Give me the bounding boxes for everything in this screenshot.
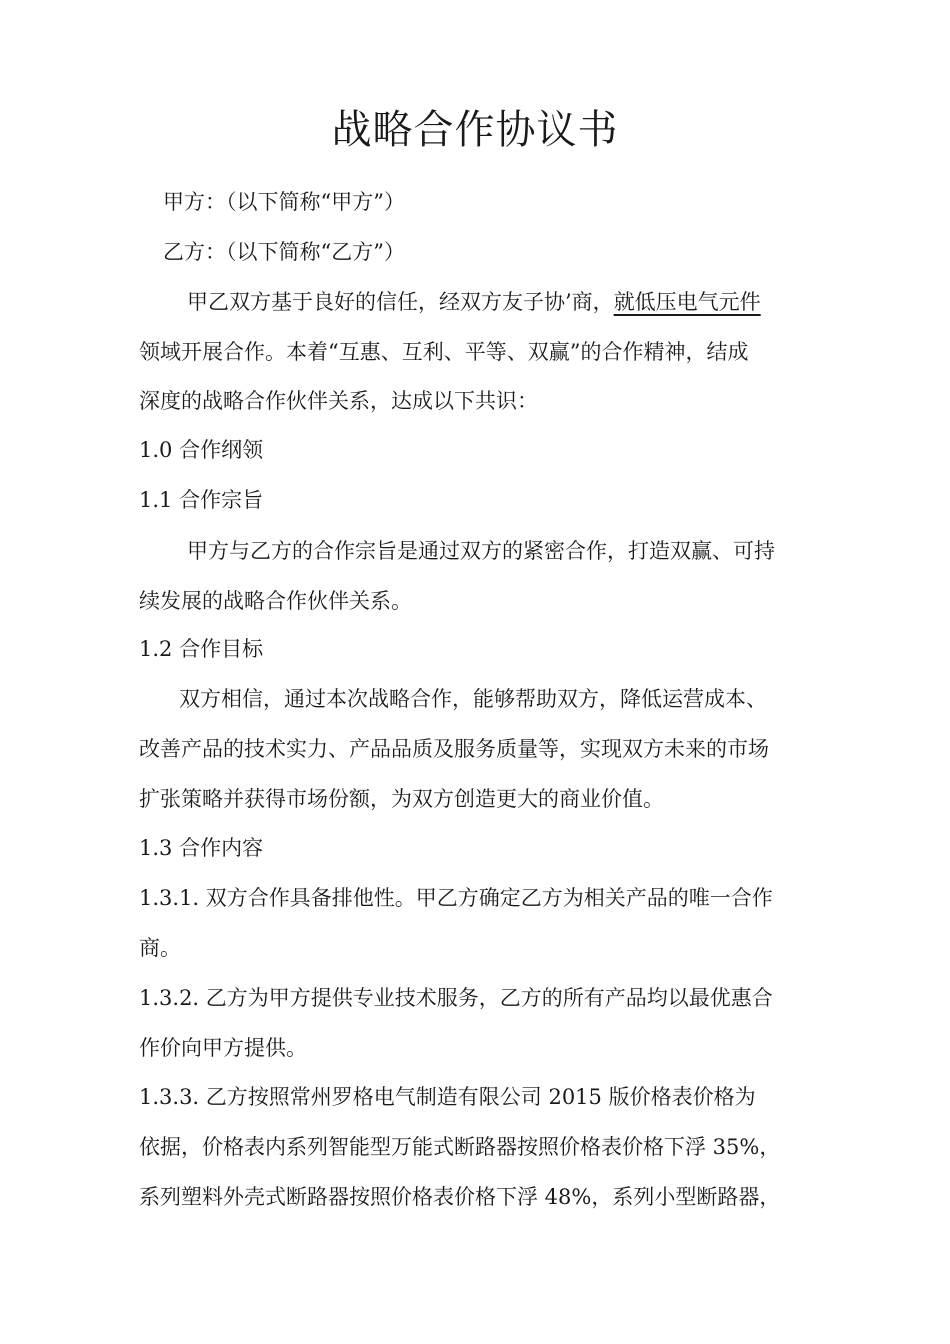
intro-line-1-text: 甲乙双方基于良好的信任，经双方友子协’商， — [187, 290, 614, 314]
section-1-2-line-3: 扩张策略并获得市场份额，为双方创造更大的商业价值。 — [139, 787, 664, 811]
section-1-1-line-2: 续发展的战略合作伙伴关系。 — [139, 589, 412, 613]
clause-1-3-2-line-1: 1.3.2. 乙方为甲方提供专业技术服务，乙方的所有产品均以最优惠合 — [139, 986, 773, 1010]
document-title: 战略合作协议书 — [331, 107, 619, 153]
intro-line-1 — [187, 287, 877, 317]
section-heading-1-3: 1.3 合作内容 — [139, 836, 264, 860]
section-1-1-line-1: 甲方与乙方的合作宗旨是通过双方的紧密合作，打造双赢、可持 — [187, 539, 775, 563]
clause-1-3-2-line-2: 作价向甲方提供。 — [139, 1036, 307, 1060]
clause-1-3-1-line-2: 商。 — [139, 936, 181, 960]
section-1-2-line-1: 双方相信，通过本次战略合作，能够帮助双方，降低运营成本、 — [179, 687, 767, 711]
party-b-line: 乙方：（以下简称“乙方”） — [163, 240, 405, 264]
section-1-2-line-2: 改善产品的技术实力、产品品质及服务质量等，实现双方未来的市场 — [139, 737, 769, 761]
intro-underlined-text: 就低压电气元件 — [613, 290, 761, 314]
intro-line-2: 领域开展合作。本着“互惠、互利、平等、双赢”的合作精神，结成 — [139, 340, 749, 364]
intro-line-3: 深度的战略合作伙伴关系，达成以下共识： — [139, 389, 538, 413]
clause-1-3-3-line-1: 1.3.3. 乙方按照常州罗格电气制造有限公司 2015 版价格表价格为 — [139, 1085, 756, 1109]
section-heading-1-2: 1.2 合作目标 — [139, 637, 264, 661]
clause-1-3-1-line-1: 1.3.1. 双方合作具备排他性。甲乙方确定乙方为相关产品的唯一合作 — [139, 886, 773, 910]
section-heading-1-0: 1.0 合作纲领 — [139, 438, 264, 462]
section-heading-1-1: 1.1 合作宗旨 — [139, 488, 264, 512]
clause-1-3-3-line-2: 依据，价格表内系列智能型万能式断路器按照价格表价格下浮 35%， — [139, 1135, 781, 1159]
clause-1-3-3-line-3: 系列塑料外壳式断路器按照价格表价格下浮 48%，系列小型断路器， — [139, 1185, 781, 1209]
party-a-line: 甲方：（以下简称“甲方”） — [163, 190, 405, 214]
